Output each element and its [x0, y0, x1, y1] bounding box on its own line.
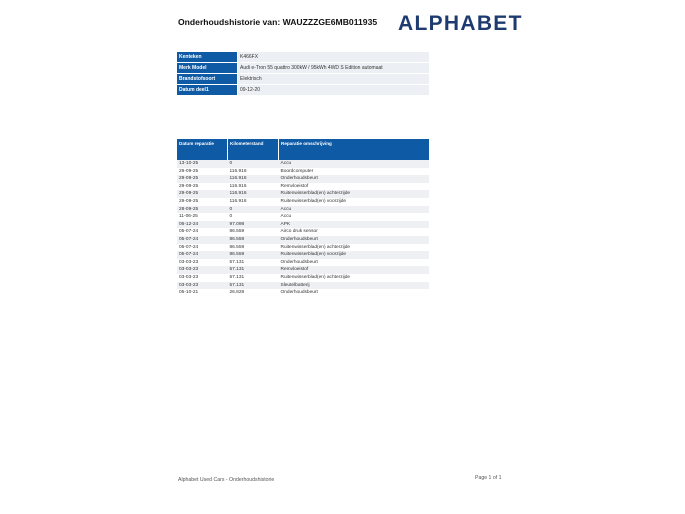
description-cell: Accu [279, 160, 430, 168]
mileage-cell: 57.131 [228, 266, 279, 274]
description-cell: Ruitenwisserblad(en) achterzijde [279, 274, 430, 282]
info-label: Datum deel1 [177, 85, 238, 96]
repair-date-cell: 13-10-25 [177, 160, 228, 168]
repair-date-cell: 29-09-25 [177, 190, 228, 198]
column-header-description: Reparatie omschrijving [279, 139, 430, 160]
vehicle-info-table [177, 52, 429, 96]
table-row [177, 198, 429, 206]
info-label: Brandstofsoort [177, 74, 238, 85]
mileage-cell: 0 [228, 160, 279, 168]
table-row [177, 266, 429, 274]
mileage-cell: 86.559 [228, 228, 279, 236]
description-cell: Sleutelbatterij [279, 282, 430, 290]
description-cell: Airco druk sensor [279, 228, 430, 236]
repair-date-cell: 05-10-21 [177, 289, 228, 297]
repair-date-cell: 28-09-25 [177, 206, 228, 214]
repair-date-cell: 05-07-24 [177, 228, 228, 236]
mileage-cell: 86.559 [228, 251, 279, 259]
info-row [177, 52, 429, 63]
mileage-cell: 116.916 [228, 168, 279, 176]
repair-date-cell: 05-07-24 [177, 251, 228, 259]
description-cell: Accu [279, 206, 430, 214]
alphabet-logo: ALPHABET [398, 12, 523, 35]
table-row [177, 175, 429, 183]
column-header-date: Datum reparatie [177, 139, 228, 160]
table-row [177, 259, 429, 267]
repair-date-cell: 29-09-25 [177, 198, 228, 206]
table-row [177, 274, 429, 282]
description-cell: Onderhoudsbeurt [279, 289, 430, 297]
repair-date-cell: 06-12-24 [177, 221, 228, 229]
table-row [177, 236, 429, 244]
table-row [177, 282, 429, 290]
info-value: Audi e-Tron 55 quattro 300kW / 95kWh 4WD S Edition automaat [238, 63, 430, 74]
repair-date-cell: 03-03-23 [177, 282, 228, 290]
description-cell: Ruitenwisserblad(en) voorzijde [279, 198, 430, 206]
mileage-cell: 116.916 [228, 198, 279, 206]
info-label: Kenteken [177, 52, 238, 63]
page-number: Page 1 of 1 [475, 475, 502, 481]
mileage-cell: 116.916 [228, 175, 279, 183]
mileage-cell: 116.916 [228, 190, 279, 198]
table-row [177, 289, 429, 297]
mileage-cell: 86.559 [228, 244, 279, 252]
mileage-cell: 97.098 [228, 221, 279, 229]
info-row [177, 74, 429, 85]
repair-date-cell: 29-09-25 [177, 175, 228, 183]
description-cell: Remvloeistof [279, 183, 430, 191]
mileage-cell: 57.131 [228, 259, 279, 267]
description-cell: Remvloeistof [279, 266, 430, 274]
info-value: 09-12-20 [238, 85, 430, 96]
table-row [177, 160, 429, 168]
description-cell: APK [279, 221, 430, 229]
table-row [177, 190, 429, 198]
description-cell: Boordcomputer [279, 168, 430, 176]
table-row [177, 168, 429, 176]
mileage-cell: 0 [228, 213, 279, 221]
description-cell: Accu [279, 213, 430, 221]
mileage-cell: 116.916 [228, 183, 279, 191]
table-row [177, 228, 429, 236]
info-row [177, 63, 429, 74]
mileage-cell: 57.131 [228, 282, 279, 290]
table-row [177, 251, 429, 259]
info-value: K466FX [238, 52, 430, 63]
info-value: Elektrisch [238, 74, 430, 85]
page-title: Onderhoudshistorie van: WAUZZZGE6MB011935 [178, 17, 378, 27]
description-cell: Onderhoudsbeurt [279, 236, 430, 244]
table-row [177, 213, 429, 221]
repair-date-cell: 29-09-25 [177, 168, 228, 176]
repair-date-cell: 03-03-23 [177, 266, 228, 274]
description-cell: Ruitenwisserblad(en) achterzijde [279, 190, 430, 198]
info-label: Merk Model [177, 63, 238, 74]
footer-text: Alphabet Used Cars - Onderhoudshistorie [178, 477, 275, 483]
repair-date-cell: 11-06-25 [177, 213, 228, 221]
description-cell: Ruitenwisserblad(en) achterzijde [279, 244, 430, 252]
table-row [177, 221, 429, 229]
table-row [177, 206, 429, 214]
table-header-row [177, 139, 429, 160]
repair-history-table [177, 139, 429, 297]
repair-date-cell: 29-09-25 [177, 183, 228, 191]
description-cell: Ruitenwisserblad(en) voorzijde [279, 251, 430, 259]
description-cell: Onderhoudsbeurt [279, 259, 430, 267]
repair-date-cell: 03-03-23 [177, 259, 228, 267]
table-row [177, 183, 429, 191]
column-header-mileage: Kilometerstand [228, 139, 279, 160]
info-row [177, 85, 429, 96]
mileage-cell: 86.559 [228, 236, 279, 244]
repair-date-cell: 03-03-23 [177, 274, 228, 282]
mileage-cell: 26.828 [228, 289, 279, 297]
mileage-cell: 57.131 [228, 274, 279, 282]
table-row [177, 244, 429, 252]
mileage-cell: 0 [228, 206, 279, 214]
repair-date-cell: 05-07-24 [177, 244, 228, 252]
repair-date-cell: 05-07-24 [177, 236, 228, 244]
description-cell: Onderhoudsbeurt [279, 175, 430, 183]
